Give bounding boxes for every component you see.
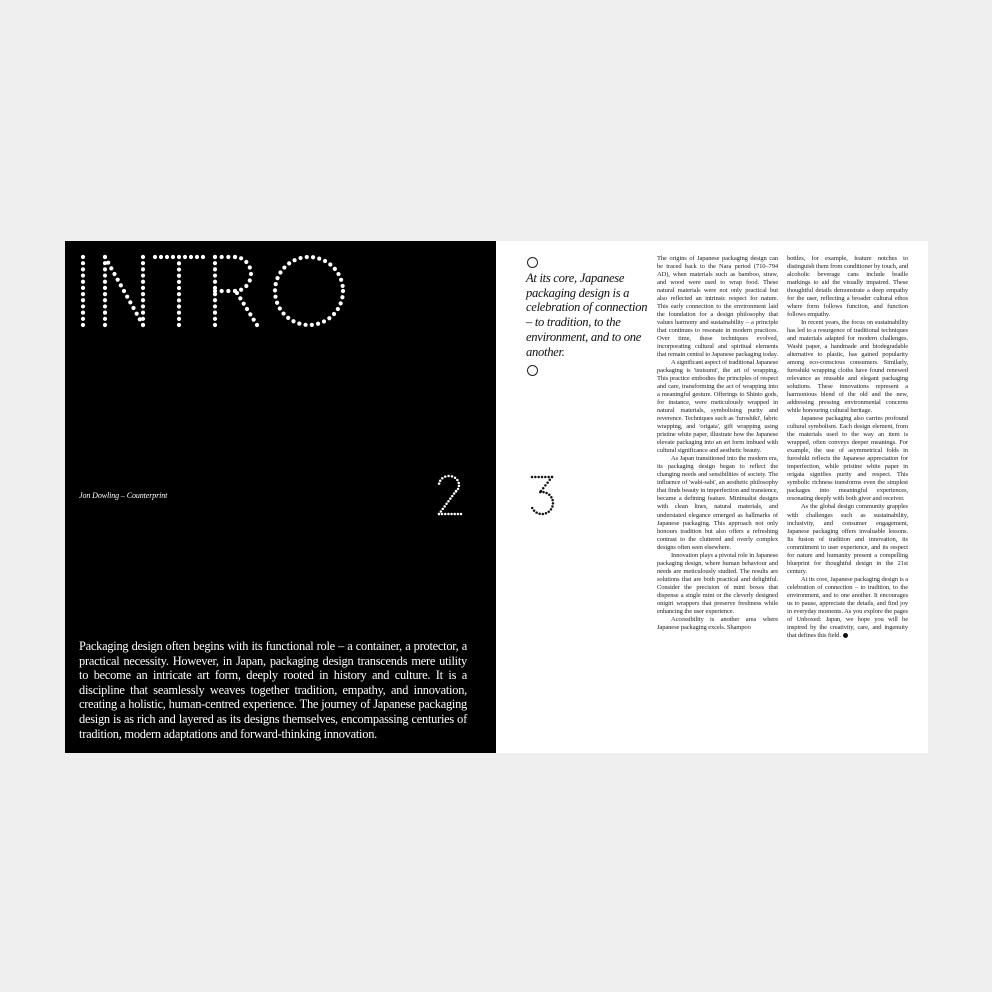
- body-paragraph-final: At its core, Japanese packaging design is a celebration of connection – to tradition, to the environment, and to one another. It encourages us to pause, appreciate the details, and find joy in everyday moments. As you explore the pages of Unboxed: Japan, we hope you will be inspired by the creativity, care, and ingenuity that defines this field.: [787, 575, 908, 639]
- right-page: [496, 241, 928, 753]
- pull-quote: At its core, Japanese packaging design is a celebration of connection – to tradition, to the environment, and to one another.: [526, 271, 648, 359]
- body-column-2: [787, 255, 908, 640]
- body-paragraph: bottles, for example, feature notches to distinguish them from conditioner by touch, and alcoholic beverage cans include braille markings to aid the visually impaired. These thoughtful details demonstrate a deep empathy for the user, reflecting a broader cultural ethos where form follows function, and function follows empathy.: [787, 255, 908, 319]
- circle-ornament-top: [527, 257, 538, 268]
- page-number-left: [435, 474, 465, 518]
- left-page: [65, 241, 496, 753]
- body-paragraph: In recent years, the focus on sustainability has led to a resurgence of traditional techniques and materials adapted for modern challenges. Washi paper, a handmade and biodegradable alternative to plastic, has gained popularity among eco-conscious consumers. Similarly, furoshiki wrapping cloths have found renewed relevance as reusable and elegant packaging solutions. These innovations represent a harmonious blend of the old and the new, addressing pressing environmental concerns while honouring cultural heritage.: [787, 319, 908, 415]
- book-spread: [65, 241, 928, 753]
- body-paragraph: As Japan transitioned into the modern era, its packaging design began to reflect the changing needs and sensibilities of society. The influence of 'wabi-sabi', an aesthetic philosophy that finds beauty in imperfection and transience, became a defining feature. Minimalist designs with clean lines, natural materials, and understated elegance emerged as hallmarks of Japanese packaging. This approach not only honours tradition but also offers a refreshing contrast to the cluttered and overly complex designs often seen elsewhere.: [657, 455, 778, 551]
- body-column-1: [657, 255, 778, 632]
- body-paragraph: Accessibility is another area where Japanese packaging excels. Shampoo: [657, 615, 778, 631]
- circle-ornament-bottom: [527, 365, 538, 376]
- end-mark-icon: [843, 633, 848, 638]
- body-paragraph: The origins of Japanese packaging design can be traced back to the Nara period (710–794 AD), when materials such as bamboo, straw, and wood were used to wrap food. These natural materials were not only practical but also reflected an intrinsic respect for nature. This early connection to the environment laid the foundation for a design philosophy that values harmony and sustainability – a principle that continues to resonate in modern practices. Over time, these techniques evolved, incorporating cultural and spiritual elements that remain central to Japanese packaging today.: [657, 255, 778, 359]
- intro-paragraph: Packaging design often begins with its functional role – a container, a protector, a practical necessity. However, in Japan, packaging design transcends mere utility to become an intricate art form, deeply rooted in history and culture. It is a discipline that seamlessly weaves together tradition, empathy, and innovation, creating a holistic, human-centred experience. The journey of Japanese packaging design is as rich and layered as its designs themselves, encompassing centuries of tradition, modern adaptations and forward-thinking innovation.: [79, 639, 467, 741]
- body-paragraph: A significant aspect of traditional Japanese packaging is 'tsutsumi', the art of wrapping. This practice embodies the principles of respect and care, transforming the act of wrapping into a meaningful gesture. Offerings to Shinto gods, for instance, were meticulously wrapped in natural materials, symbolising purity and reverence. Techniques such as 'furoshiki', fabric wrapping, and 'origata', gift wrapping using pristine white paper, illustrate how the Japanese elevate packaging into an art form imbued with cultural significance and aesthetic beauty.: [657, 359, 778, 455]
- body-paragraph: Innovation plays a pivotal role in Japanese packaging design, where human behaviour and needs are meticulously studied. The results are solutions that are both practical and delightful. Consider the precision of mint boxes that dispense a single mint or the cleverly designed onigiri wrappers that preserve freshness while enhancing the user experience.: [657, 551, 778, 615]
- body-paragraph: Japanese packaging also carries profound cultural symbolism. Each design element, from the materials used to the way an item is wrapped, often conveys deeper meanings. For example, the use of asymmetrical folds in furoshiki reflects the Japanese appreciation for imperfection, while pristine white paper in origata signifies purity and respect. This symbolic richness transforms even the simplest packages into meaningful experiences, resonating deeply with both giver and receiver.: [787, 415, 908, 503]
- intro-title-dotted: [75, 249, 355, 329]
- body-paragraph: As the global design community grapples with challenges such as sustainability, inclusivity, and consumer engagement, Japanese packaging offers invaluable lessons. Its fusion of tradition and innovation, its commitment to user experience, and its respect for nature and humanity present a compelling blueprint for thoughtful design in the 21st century.: [787, 503, 908, 575]
- byline: Jon Dowling – Counterprint: [79, 491, 168, 500]
- page-number-right: [528, 474, 558, 518]
